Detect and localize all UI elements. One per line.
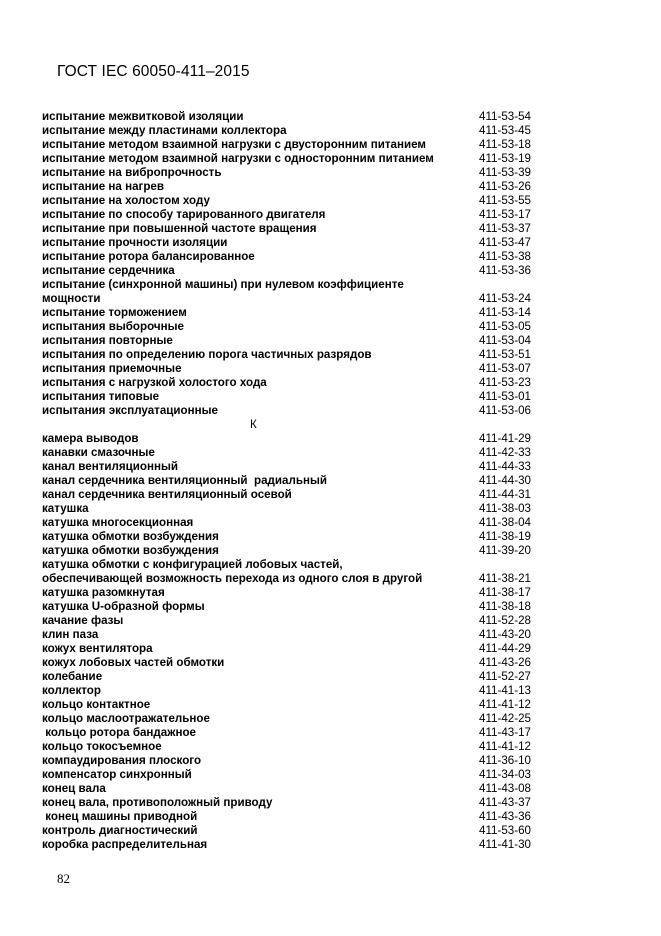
entry-term: катушка многосекционная [42,516,194,529]
index-entry [42,544,542,558]
entry-term: катушка разомкнутая [42,586,165,599]
index-entry [42,516,542,530]
entry-code: 411-41-29 [479,432,531,445]
entry-code: 411-38-04 [479,516,531,529]
entry-code: 411-53-47 [479,236,531,249]
index-entry [42,222,542,236]
index-entry [42,194,542,208]
entry-term: испытание при повышенной частоте вращения [42,222,317,235]
entry-term: канал сердечника вентиляционный осевой [42,488,292,501]
entry-code: 411-38-03 [479,502,531,515]
entry-term: испытание на нагрев [42,180,165,193]
index-entry [42,684,542,698]
entry-term: камера выводов [42,432,139,445]
index-entry [42,124,542,138]
entry-code: 411-34-03 [479,768,531,781]
entry-code: 411-38-19 [479,530,531,543]
entry-code: 411-44-30 [479,474,531,487]
index-entry [42,138,542,152]
index-entry [42,292,542,306]
entry-term: испытания повторные [42,334,173,347]
index-entry [42,404,542,418]
entry-code: 411-53-38 [479,250,531,263]
entry-code: 411-41-30 [479,838,531,851]
index-entry [42,600,542,614]
entry-code: 411-53-39 [479,166,531,179]
index-entry [42,236,542,250]
entry-code: 411-53-07 [479,362,531,375]
entry-term: канавки смазочные [42,446,155,459]
entry-term: испытание торможением [42,306,187,319]
entry-code: 411-43-26 [479,656,531,669]
entry-code: 411-53-37 [479,222,531,235]
index-entry [42,376,542,390]
entry-code: 411-44-29 [479,642,531,655]
entry-term: кожух лобовых частей обмотки [42,656,225,669]
entry-code: 411-53-18 [479,138,531,151]
entry-code: 411-53-26 [479,180,531,193]
entry-code: 411-53-51 [479,348,531,361]
index-entry [42,726,542,740]
entry-code: 411-44-33 [479,460,531,473]
entry-code: 411-43-17 [479,726,531,739]
entry-term: колебание [42,670,103,683]
index-entry [42,474,542,488]
entry-term: испытание прочности изоляции [42,236,228,249]
entry-term: испытание межвитковой изоляции [42,110,244,123]
index-entry [42,712,542,726]
entry-code: 411-53-23 [479,376,531,389]
entry-term: катушка обмотки с конфигурацией лобовых частей, [42,558,343,571]
entry-code: 411-53-14 [479,306,531,319]
entry-code: 411-53-17 [479,208,531,221]
page-number: 82 [57,871,70,886]
index-entry [42,670,542,684]
entry-term: испытание ротора балансированное [42,250,255,263]
index-entry [42,180,542,194]
entry-term: катушка обмотки возбуждения [42,530,219,543]
entry-term: испытание по способу тарированного двигателя [42,208,326,221]
entry-code: 411-53-36 [479,264,531,277]
entry-term: испытание на холостом ходу [42,194,210,207]
section-letter [42,418,542,432]
entry-code: 411-41-13 [479,684,531,697]
entry-code: 411-38-17 [479,586,531,599]
entry-term: катушка [42,502,89,515]
document-header: ГОСТ IEC 60050-411–2015 [57,63,250,80]
entry-term: испытания выборочные [42,320,184,333]
entry-code: 411-53-19 [479,152,531,165]
index-entry [42,768,542,782]
entry-term: конец вала, противоположный приводу [42,796,273,809]
entry-term: испытание сердечника [42,264,175,277]
index-entry [42,362,542,376]
entry-code: 411-53-55 [479,194,531,207]
entry-code: 411-53-54 [479,110,531,123]
index-entry [42,110,542,124]
index-entry [42,586,542,600]
entry-term: испытание методом взаимной нагрузки с односторонним питанием [42,152,434,165]
term-index [42,110,542,852]
entry-term: мощности [42,292,101,305]
index-entry [42,334,542,348]
entry-term: канал вентиляционный [42,460,179,473]
entry-term: конец машины приводной [42,810,198,823]
entry-code: 411-53-45 [479,124,531,137]
index-entry [42,432,542,446]
index-entry [42,628,542,642]
index-entry [42,446,542,460]
entry-term: кольцо маслоотражательное [42,712,210,725]
index-entry [42,250,542,264]
index-entry [42,614,542,628]
entry-code: 411-43-08 [479,782,531,795]
entry-code: 411-41-12 [479,740,531,753]
index-entry [42,278,542,292]
entry-term: испытание между пластинами коллектора [42,124,287,137]
index-entry [42,166,542,180]
index-entry [42,502,542,516]
entry-code: 411-38-21 [479,572,531,585]
entry-code: 411-41-12 [479,698,531,711]
entry-term: кольцо токосъемное [42,740,162,753]
entry-code: 411-53-01 [479,390,531,403]
entry-term: кольцо ротора бандажное [42,726,196,739]
entry-term: испытания эксплуатационные [42,404,218,417]
entry-code: 411-53-04 [479,334,531,347]
entry-term: испытание (синхронной машины) при нулевом коэффициенте [42,278,404,291]
entry-code: 411-38-18 [479,600,531,613]
entry-term: кожух вентилятора [42,642,153,655]
entry-code: 411-42-25 [479,712,531,725]
index-entry [42,320,542,334]
entry-code: 411-43-36 [479,810,531,823]
entry-code: 411-36-10 [479,754,531,767]
index-entry [42,824,542,838]
entry-code: 411-43-37 [479,796,531,809]
entry-code: 411-53-24 [479,292,531,305]
entry-code: 411-53-06 [479,404,531,417]
entry-term: испытание методом взаимной нагрузки с двусторонним питанием [42,138,426,151]
index-entry [42,698,542,712]
entry-term: коробка распределительная [42,838,208,851]
entry-term: канал сердечника вентиляционный радиальный [42,474,327,487]
entry-term: испытания по определению порога частичных разрядов [42,348,372,361]
entry-term: компаудирования плоского [42,754,202,767]
index-entry [42,390,542,404]
index-entry [42,460,542,474]
entry-term: компенсатор синхронный [42,768,192,781]
entry-code: 411-42-33 [479,446,531,459]
entry-term: испытания типовые [42,390,160,403]
entry-term: конец вала [42,782,106,795]
entry-term: испытания приемочные [42,362,182,375]
index-entry [42,796,542,810]
entry-code: 411-52-28 [479,614,531,627]
index-entry [42,530,542,544]
index-entry [42,488,542,502]
index-entry [42,558,542,572]
index-entry [42,306,542,320]
index-entry [42,264,542,278]
index-entry [42,810,542,824]
entry-term: клин паза [42,628,99,641]
entry-code: 411-39-20 [479,544,531,557]
entry-term: испытания с нагрузкой холостого хода [42,376,267,389]
index-entry [42,754,542,768]
entry-term: катушка обмотки возбуждения [42,544,219,557]
entry-code: 411-53-60 [479,824,531,837]
index-entry [42,782,542,796]
index-entry [42,656,542,670]
entry-term: коллектор [42,684,101,697]
entry-term: обеспечивающей возможность перехода из одного слоя в другой [42,572,423,585]
entry-code: 411-53-05 [479,320,531,333]
index-entry [42,572,542,586]
entry-term: контроль диагностический [42,824,198,837]
index-entry [42,642,542,656]
index-entry [42,208,542,222]
index-entry [42,152,542,166]
entry-code: 411-43-20 [479,628,531,641]
index-entry [42,838,542,852]
entry-term: качание фазы [42,614,124,627]
index-entry [42,740,542,754]
entry-term: кольцо контактное [42,698,151,711]
entry-term: катушка U-образной формы [42,600,205,613]
entry-code: 411-52-27 [479,670,531,683]
entry-term: испытание на вибропрочность [42,166,222,179]
section-letter-text: К [250,418,257,431]
entry-code: 411-44-31 [479,488,531,501]
index-entry [42,348,542,362]
